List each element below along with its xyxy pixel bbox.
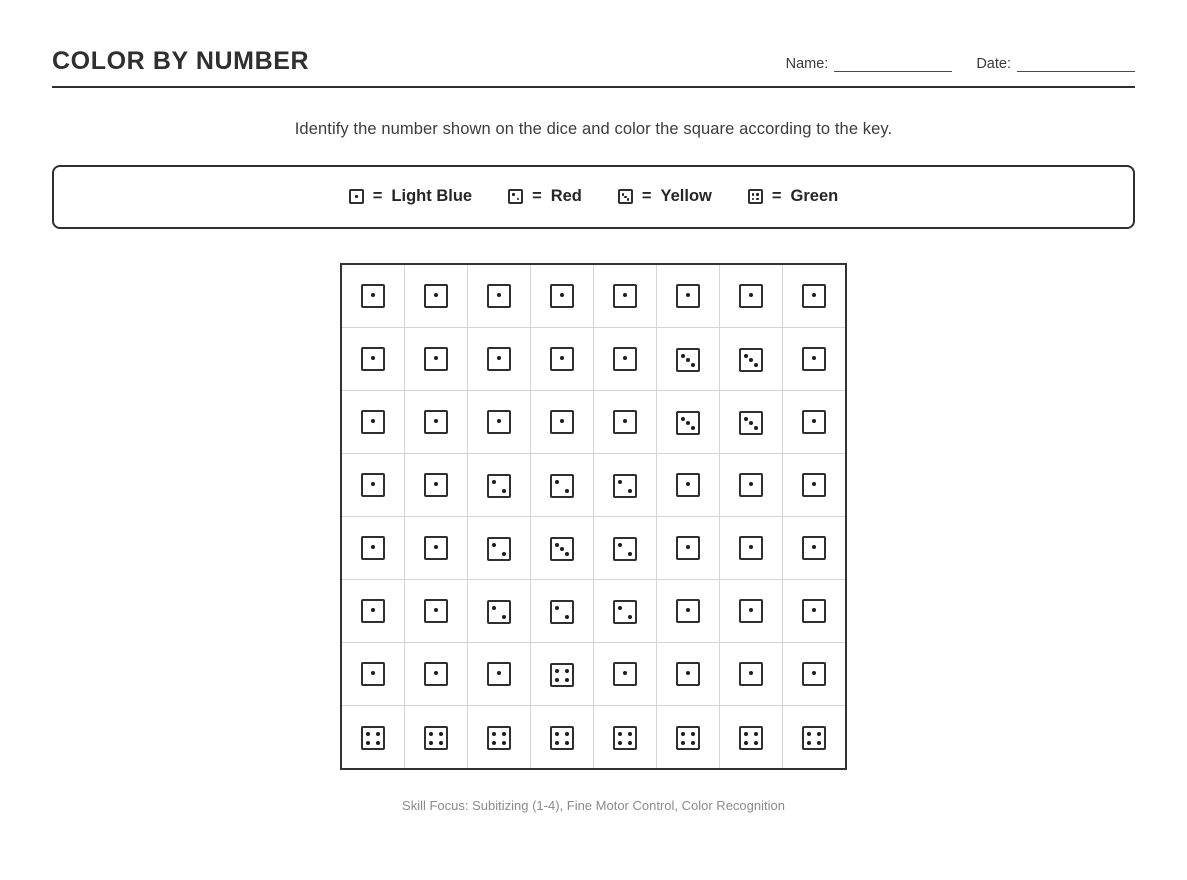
die-pip bbox=[555, 732, 559, 736]
die-face-1-icon bbox=[424, 347, 448, 371]
die-pip bbox=[371, 356, 375, 360]
die-pip bbox=[502, 615, 506, 619]
key-item-green bbox=[748, 187, 838, 206]
die-pip bbox=[754, 732, 758, 736]
grid-cell-r8-c7[interactable] bbox=[720, 705, 783, 769]
die-pip bbox=[434, 671, 438, 675]
die-pip bbox=[752, 198, 755, 201]
color-by-number-grid bbox=[340, 263, 847, 770]
die-pip bbox=[492, 732, 496, 736]
die-pip bbox=[628, 552, 632, 556]
die-pip bbox=[497, 356, 501, 360]
grid-cell-r6-c1[interactable] bbox=[341, 579, 405, 642]
die-pip bbox=[744, 417, 748, 421]
die-pip bbox=[371, 671, 375, 675]
grid-cell-r5-c6[interactable] bbox=[657, 516, 720, 579]
grid-cell-r7-c1[interactable] bbox=[341, 642, 405, 705]
die-pip bbox=[749, 358, 753, 362]
grid-cell-r1-c7[interactable] bbox=[720, 264, 783, 328]
date-field[interactable] bbox=[976, 56, 1135, 72]
die-face-1-icon bbox=[676, 284, 700, 308]
die-pip bbox=[812, 419, 816, 423]
die-face-1-icon bbox=[802, 347, 826, 371]
name-date-fields bbox=[786, 56, 1135, 76]
die-pip bbox=[376, 741, 380, 745]
grid-cell-r6-c2[interactable] bbox=[405, 579, 468, 642]
die-pip bbox=[565, 615, 569, 619]
grid-cell-r6-c5[interactable] bbox=[594, 579, 657, 642]
die-face-4-icon bbox=[424, 726, 448, 750]
die-pip bbox=[492, 480, 496, 484]
grid-cell-r8-c6[interactable] bbox=[657, 705, 720, 769]
grid-cell-r6-c4[interactable] bbox=[531, 579, 594, 642]
header-divider bbox=[52, 86, 1135, 88]
die-pip bbox=[355, 195, 358, 198]
die-face-1-icon bbox=[550, 284, 574, 308]
grid-cell-r2-c1[interactable] bbox=[341, 327, 405, 390]
grid-cell-r5-c1[interactable] bbox=[341, 516, 405, 579]
die-face-1-icon bbox=[802, 410, 826, 434]
die-pip bbox=[628, 489, 632, 493]
die-pip bbox=[492, 741, 496, 745]
die-face-1-icon bbox=[487, 662, 511, 686]
grid-cell-r7-c6[interactable] bbox=[657, 642, 720, 705]
die-pip bbox=[618, 543, 622, 547]
key-equals-sign: = bbox=[372, 187, 383, 205]
die-pip bbox=[502, 741, 506, 745]
grid-cell-r2-c6[interactable] bbox=[657, 327, 720, 390]
grid-cell-r4-c8[interactable] bbox=[783, 453, 847, 516]
grid-row bbox=[341, 642, 846, 705]
die-pip bbox=[807, 732, 811, 736]
grid-cell-r3-c4[interactable] bbox=[531, 390, 594, 453]
die-pip bbox=[429, 732, 433, 736]
grid-cell-r1-c1[interactable] bbox=[341, 264, 405, 328]
grid-cell-r4-c1[interactable] bbox=[341, 453, 405, 516]
grid-cell-r2-c2[interactable] bbox=[405, 327, 468, 390]
die-face-2-icon bbox=[613, 537, 637, 561]
grid-cell-r8-c1[interactable] bbox=[341, 705, 405, 769]
die-pip bbox=[754, 426, 758, 430]
grid-row bbox=[341, 390, 846, 453]
key-item-light-blue bbox=[349, 187, 472, 206]
die-pip bbox=[434, 356, 438, 360]
die-face-3-icon bbox=[550, 537, 574, 561]
die-face-4-icon bbox=[748, 189, 763, 204]
die-pip bbox=[681, 354, 685, 358]
die-face-1-icon bbox=[361, 347, 385, 371]
grid-cell-r6-c8[interactable] bbox=[783, 579, 847, 642]
die-face-4-icon bbox=[550, 726, 574, 750]
grid-cell-r1-c3[interactable] bbox=[468, 264, 531, 328]
name-label: Name: bbox=[785, 55, 829, 72]
die-pip bbox=[691, 741, 695, 745]
die-face-1-icon bbox=[349, 189, 364, 204]
grid-cell-r5-c4[interactable] bbox=[531, 516, 594, 579]
die-face-1-icon bbox=[739, 473, 763, 497]
die-pip bbox=[749, 545, 753, 549]
die-face-2-icon bbox=[487, 600, 511, 624]
die-face-1-icon bbox=[424, 410, 448, 434]
die-face-1-icon bbox=[424, 284, 448, 308]
key-color-label: Yellow bbox=[660, 187, 712, 205]
die-pip bbox=[618, 741, 622, 745]
die-pip bbox=[555, 606, 559, 610]
key-equals-sign: = bbox=[641, 187, 652, 205]
die-pip bbox=[371, 545, 375, 549]
grid-cell-r3-c6[interactable] bbox=[657, 390, 720, 453]
die-pip bbox=[812, 671, 816, 675]
die-pip bbox=[434, 608, 438, 612]
grid-cell-r3-c3[interactable] bbox=[468, 390, 531, 453]
grid-cell-r1-c4[interactable] bbox=[531, 264, 594, 328]
die-face-2-icon bbox=[613, 474, 637, 498]
die-pip bbox=[565, 732, 569, 736]
grid-cell-r8-c2[interactable] bbox=[405, 705, 468, 769]
grid-cell-r5-c5[interactable] bbox=[594, 516, 657, 579]
grid-cell-r3-c1[interactable] bbox=[341, 390, 405, 453]
die-face-1-icon bbox=[361, 410, 385, 434]
die-pip bbox=[686, 482, 690, 486]
die-pip bbox=[560, 293, 564, 297]
die-face-1-icon bbox=[424, 536, 448, 560]
die-face-1-icon bbox=[361, 662, 385, 686]
die-face-1-icon bbox=[613, 662, 637, 686]
name-write-line[interactable] bbox=[834, 58, 952, 72]
die-pip bbox=[492, 543, 496, 547]
die-face-2-icon bbox=[550, 474, 574, 498]
die-pip bbox=[502, 552, 506, 556]
grid-cell-r5-c8[interactable] bbox=[783, 516, 847, 579]
die-pip bbox=[749, 421, 753, 425]
die-pip bbox=[502, 732, 506, 736]
color-key-box bbox=[52, 165, 1135, 229]
die-pip bbox=[807, 741, 811, 745]
die-pip bbox=[555, 480, 559, 484]
die-pip bbox=[691, 426, 695, 430]
grid-cell-r4-c4[interactable] bbox=[531, 453, 594, 516]
die-face-3-icon bbox=[676, 348, 700, 372]
die-face-1-icon bbox=[676, 599, 700, 623]
die-face-3-icon bbox=[739, 348, 763, 372]
grid-cell-r2-c8[interactable] bbox=[783, 327, 847, 390]
die-pip bbox=[681, 732, 685, 736]
die-face-3-icon bbox=[739, 411, 763, 435]
grid-cell-r8-c5[interactable] bbox=[594, 705, 657, 769]
die-pip bbox=[618, 732, 622, 736]
die-pip bbox=[555, 741, 559, 745]
die-pip bbox=[812, 356, 816, 360]
die-pip bbox=[691, 363, 695, 367]
skill-focus-footer: Skill Focus: Subitizing (1-4), Fine Motor Control, Color Recognition bbox=[402, 797, 785, 813]
die-pip bbox=[749, 608, 753, 612]
die-pip bbox=[686, 671, 690, 675]
die-pip bbox=[366, 741, 370, 745]
die-face-1-icon bbox=[613, 284, 637, 308]
die-face-1-icon bbox=[739, 599, 763, 623]
die-pip bbox=[744, 354, 748, 358]
die-pip bbox=[565, 552, 569, 556]
die-pip bbox=[749, 293, 753, 297]
grid-cell-r5-c2[interactable] bbox=[405, 516, 468, 579]
grid-cell-r8-c8[interactable] bbox=[783, 705, 847, 769]
die-face-4-icon bbox=[361, 726, 385, 750]
grid-cell-r1-c5[interactable] bbox=[594, 264, 657, 328]
grid-row bbox=[341, 327, 846, 390]
die-pip bbox=[560, 547, 564, 551]
date-write-line[interactable] bbox=[1017, 58, 1135, 72]
grid-container bbox=[52, 263, 1135, 770]
grid-row bbox=[341, 453, 846, 516]
die-pip bbox=[817, 741, 821, 745]
die-pip bbox=[681, 741, 685, 745]
grid-cell-r2-c7[interactable] bbox=[720, 327, 783, 390]
die-pip bbox=[749, 671, 753, 675]
die-pip bbox=[686, 421, 690, 425]
grid-cell-r8-c4[interactable] bbox=[531, 705, 594, 769]
die-pip bbox=[756, 198, 759, 201]
die-face-1-icon bbox=[361, 536, 385, 560]
die-face-4-icon bbox=[739, 726, 763, 750]
die-face-1-icon bbox=[361, 473, 385, 497]
die-face-1-icon bbox=[739, 284, 763, 308]
die-pip bbox=[371, 608, 375, 612]
die-face-1-icon bbox=[424, 473, 448, 497]
die-pip bbox=[434, 293, 438, 297]
die-face-1-icon bbox=[802, 662, 826, 686]
die-pip bbox=[434, 419, 438, 423]
key-equals-sign: = bbox=[532, 187, 542, 205]
die-pip bbox=[618, 480, 622, 484]
die-pip bbox=[555, 543, 559, 547]
die-pip bbox=[502, 489, 506, 493]
die-pip bbox=[754, 741, 758, 745]
die-pip bbox=[628, 732, 632, 736]
die-face-1-icon bbox=[739, 662, 763, 686]
die-pip bbox=[691, 732, 695, 736]
grid-row bbox=[341, 264, 846, 328]
die-face-1-icon bbox=[802, 536, 826, 560]
grid-cell-r6-c6[interactable] bbox=[657, 579, 720, 642]
die-pip bbox=[371, 293, 375, 297]
die-pip bbox=[429, 741, 433, 745]
die-pip bbox=[681, 417, 685, 421]
die-pip bbox=[756, 193, 759, 196]
die-pip bbox=[555, 669, 559, 673]
die-pip bbox=[376, 732, 380, 736]
die-pip bbox=[517, 198, 520, 201]
die-face-3-icon bbox=[676, 411, 700, 435]
die-pip bbox=[565, 489, 569, 493]
grid-cell-r1-c6[interactable] bbox=[657, 264, 720, 328]
die-pip bbox=[492, 606, 496, 610]
grid-row bbox=[341, 516, 846, 579]
die-pip bbox=[686, 608, 690, 612]
key-color-label: Green bbox=[790, 187, 839, 205]
die-face-4-icon bbox=[802, 726, 826, 750]
grid-cell-r2-c5[interactable] bbox=[594, 327, 657, 390]
die-face-1-icon bbox=[550, 347, 574, 371]
grid-cell-r4-c2[interactable] bbox=[405, 453, 468, 516]
grid-cell-r2-c3[interactable] bbox=[468, 327, 531, 390]
grid-cell-r8-c3[interactable] bbox=[468, 705, 531, 769]
key-item-yellow bbox=[618, 187, 712, 206]
die-pip bbox=[439, 741, 443, 745]
grid-row bbox=[341, 579, 846, 642]
die-pip bbox=[744, 732, 748, 736]
die-pip bbox=[497, 293, 501, 297]
die-face-2-icon bbox=[550, 600, 574, 624]
die-pip bbox=[686, 545, 690, 549]
grid-row bbox=[341, 705, 846, 769]
die-pip bbox=[618, 606, 622, 610]
die-pip bbox=[497, 671, 501, 675]
die-face-1-icon bbox=[361, 599, 385, 623]
die-face-1-icon bbox=[487, 410, 511, 434]
die-face-1-icon bbox=[613, 410, 637, 434]
die-face-1-icon bbox=[676, 662, 700, 686]
key-color-label: Red bbox=[550, 187, 582, 205]
key-color-label: Light Blue bbox=[391, 187, 473, 205]
date-label: Date: bbox=[976, 55, 1011, 72]
die-face-4-icon bbox=[613, 726, 637, 750]
grid-cell-r5-c7[interactable] bbox=[720, 516, 783, 579]
die-pip bbox=[366, 732, 370, 736]
die-pip bbox=[623, 356, 627, 360]
die-pip bbox=[565, 669, 569, 673]
grid-cell-r4-c3[interactable] bbox=[468, 453, 531, 516]
grid-cell-r7-c7[interactable] bbox=[720, 642, 783, 705]
die-pip bbox=[628, 615, 632, 619]
die-face-1-icon bbox=[802, 473, 826, 497]
die-face-2-icon bbox=[487, 474, 511, 498]
die-pip bbox=[623, 419, 627, 423]
die-face-1-icon bbox=[487, 284, 511, 308]
worksheet-header bbox=[52, 0, 1135, 86]
die-pip bbox=[560, 419, 564, 423]
grid-cell-r4-c6[interactable] bbox=[657, 453, 720, 516]
die-face-4-icon bbox=[487, 726, 511, 750]
grid-cell-r1-c2[interactable] bbox=[405, 264, 468, 328]
die-face-3-icon bbox=[618, 189, 633, 204]
die-face-4-icon bbox=[550, 663, 574, 687]
grid-cell-r7-c4[interactable] bbox=[531, 642, 594, 705]
die-pip bbox=[434, 545, 438, 549]
die-face-1-icon bbox=[550, 410, 574, 434]
instruction-text: Identify the number shown on the dice and color the square according to the key. bbox=[294, 119, 893, 138]
die-pip bbox=[628, 741, 632, 745]
die-pip bbox=[686, 293, 690, 297]
grid-cell-r3-c7[interactable] bbox=[720, 390, 783, 453]
die-face-1-icon bbox=[802, 284, 826, 308]
die-pip bbox=[686, 358, 690, 362]
die-face-1-icon bbox=[613, 347, 637, 371]
grid-cell-r1-c8[interactable] bbox=[783, 264, 847, 328]
die-pip bbox=[371, 482, 375, 486]
die-pip bbox=[812, 293, 816, 297]
grid-cell-r3-c5[interactable] bbox=[594, 390, 657, 453]
grid-cell-r7-c3[interactable] bbox=[468, 642, 531, 705]
grid-cell-r4-c5[interactable] bbox=[594, 453, 657, 516]
grid-cell-r6-c7[interactable] bbox=[720, 579, 783, 642]
die-pip bbox=[812, 482, 816, 486]
die-pip bbox=[754, 363, 758, 367]
die-face-1-icon bbox=[739, 536, 763, 560]
page-title: COLOR BY NUMBER bbox=[52, 47, 310, 75]
die-face-1-icon bbox=[802, 599, 826, 623]
die-pip bbox=[565, 741, 569, 745]
grid-cell-r5-c3[interactable] bbox=[468, 516, 531, 579]
name-field[interactable] bbox=[786, 56, 953, 72]
die-pip bbox=[555, 678, 559, 682]
die-face-1-icon bbox=[676, 473, 700, 497]
grid-cell-r7-c2[interactable] bbox=[405, 642, 468, 705]
die-pip bbox=[627, 198, 630, 201]
die-face-1-icon bbox=[361, 284, 385, 308]
die-pip bbox=[812, 608, 816, 612]
grid-cell-r4-c7[interactable] bbox=[720, 453, 783, 516]
key-item-red bbox=[508, 187, 582, 206]
die-face-2-icon bbox=[613, 600, 637, 624]
grid-cell-r2-c4[interactable] bbox=[531, 327, 594, 390]
die-face-1-icon bbox=[424, 599, 448, 623]
die-pip bbox=[817, 732, 821, 736]
die-pip bbox=[623, 671, 627, 675]
grid-cell-r7-c8[interactable] bbox=[783, 642, 847, 705]
key-equals-sign: = bbox=[771, 187, 782, 205]
die-pip bbox=[812, 545, 816, 549]
die-pip bbox=[439, 732, 443, 736]
die-pip bbox=[560, 356, 564, 360]
die-face-2-icon bbox=[487, 537, 511, 561]
die-face-2-icon bbox=[508, 189, 523, 204]
grid-cell-r3-c8[interactable] bbox=[783, 390, 847, 453]
die-pip bbox=[371, 419, 375, 423]
die-pip bbox=[565, 678, 569, 682]
die-pip bbox=[497, 419, 501, 423]
die-face-1-icon bbox=[424, 662, 448, 686]
die-pip bbox=[623, 293, 627, 297]
grid-cell-r6-c3[interactable] bbox=[468, 579, 531, 642]
grid-cell-r7-c5[interactable] bbox=[594, 642, 657, 705]
die-face-1-icon bbox=[487, 347, 511, 371]
die-pip bbox=[434, 482, 438, 486]
die-face-1-icon bbox=[676, 536, 700, 560]
die-face-4-icon bbox=[676, 726, 700, 750]
grid-cell-r3-c2[interactable] bbox=[405, 390, 468, 453]
die-pip bbox=[744, 741, 748, 745]
die-pip bbox=[512, 193, 515, 196]
die-pip bbox=[752, 193, 755, 196]
die-pip bbox=[749, 482, 753, 486]
